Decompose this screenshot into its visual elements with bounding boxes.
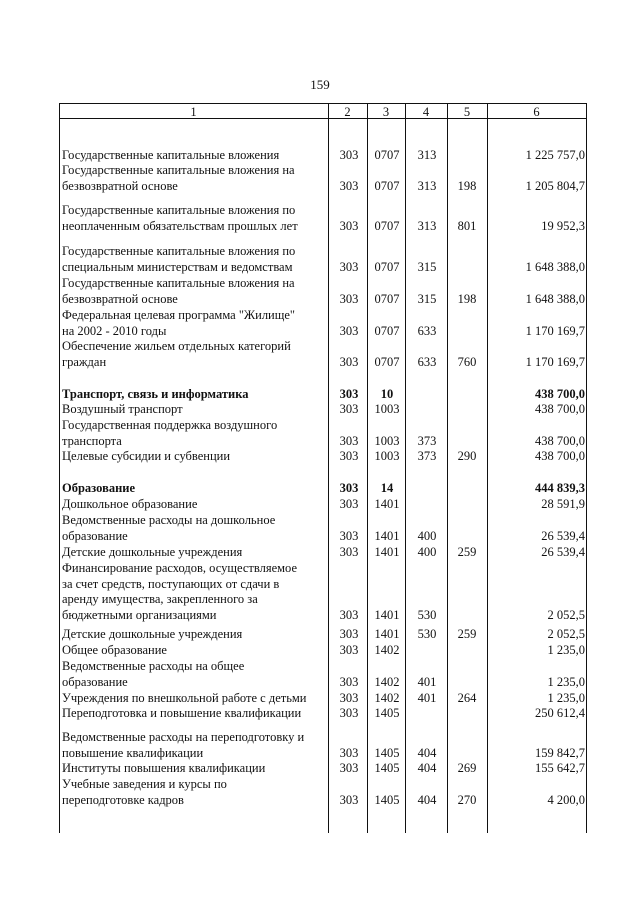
table-row	[59, 545, 587, 561]
table-row	[59, 339, 587, 370]
row-label-line: Образование	[62, 481, 136, 495]
code-chapter-cell: 303	[339, 706, 359, 720]
row-label	[62, 481, 326, 497]
row-label	[62, 513, 326, 544]
code-target-item-cell: 530	[417, 607, 437, 622]
row-label	[62, 163, 326, 194]
row-label-line: Переподготовка и повышение квалификации	[62, 706, 302, 720]
code-section-cell: 1405	[374, 745, 400, 760]
row-label	[62, 449, 326, 465]
budget-table	[59, 103, 587, 833]
row-label-line: Государственные капитальные вложения на	[62, 163, 295, 177]
code-section-cell: 0707	[374, 218, 400, 233]
table-row	[59, 643, 587, 659]
row-label-line: Ведомственные расходы на общее	[62, 659, 245, 673]
code-target-item-cell: 313	[417, 178, 437, 193]
row-label-line: Детские дошкольные учреждения	[62, 545, 243, 559]
row-label-line: Федеральная целевая программа "Жилище"	[62, 308, 296, 322]
code-section-cell: 1405	[374, 792, 400, 807]
table-row	[59, 497, 587, 513]
row-label-line: Институты повышения квалификации	[62, 761, 266, 775]
row-label	[62, 387, 326, 403]
table-row	[59, 276, 587, 307]
code-chapter-cell: 303	[339, 761, 359, 775]
row-label-line: безвозвратной основе	[62, 178, 178, 193]
row-label	[62, 561, 326, 623]
row-label-line: безвозвратной основе	[62, 291, 178, 306]
amount-cell: 438 700,0	[535, 449, 585, 463]
table-row	[59, 659, 587, 690]
code-section-cell: 0707	[374, 291, 400, 306]
amount-cell: 1 235,0	[547, 691, 585, 705]
code-target-item-cell: 633	[417, 354, 437, 369]
row-label-line: Финансирование расходов, осуществляемое	[62, 561, 297, 575]
code-chapter-cell: 303	[339, 643, 359, 657]
table-row	[59, 402, 587, 418]
row-label-line: на 2002 - 2010 годы	[62, 323, 167, 338]
table-top-border	[59, 103, 587, 104]
row-label-line: Детские дошкольные учреждения	[62, 627, 243, 641]
amount-cell: 1 235,0	[547, 674, 585, 689]
amount-cell: 438 700,0	[535, 433, 585, 448]
code-target-item-cell: 404	[417, 792, 437, 807]
code-target-item-cell: 315	[417, 259, 437, 274]
code-section-cell: 1402	[374, 643, 400, 657]
code-expense-type-cell: 270	[457, 792, 477, 807]
amount-cell: 19 952,3	[541, 218, 585, 233]
code-chapter-cell: 303	[339, 354, 359, 369]
code-chapter-cell: 303	[339, 545, 359, 559]
table-row	[59, 387, 587, 403]
table-row	[59, 203, 587, 234]
code-chapter-cell: 303	[339, 387, 359, 401]
amount-cell: 159 842,7	[535, 745, 585, 760]
amount-cell: 1 225 757,0	[525, 148, 585, 162]
code-target-item-cell: 401	[417, 674, 437, 689]
code-target-item-cell: 401	[417, 691, 437, 705]
row-label	[62, 761, 326, 777]
row-label-line: повышение квалификации	[62, 745, 204, 760]
row-label-line: Транспорт, связь и информатика	[62, 387, 249, 401]
code-section-cell: 1402	[374, 691, 400, 705]
row-label-line: Воздушный транспорт	[62, 402, 183, 416]
table-row	[59, 244, 587, 275]
row-label-line: неоплаченным обязательствам прошлых лет	[62, 218, 298, 233]
amount-cell: 28 591,9	[541, 497, 585, 511]
row-label-line: Ведомственные расходы на дошкольное	[62, 513, 276, 527]
row-label	[62, 203, 326, 234]
code-section-cell: 0707	[374, 148, 400, 162]
amount-cell: 438 700,0	[535, 387, 585, 401]
row-label	[62, 706, 326, 722]
row-label-line: бюджетными организациями	[62, 607, 217, 622]
table-row	[59, 481, 587, 497]
row-label-line: образование	[62, 674, 128, 689]
code-expense-type-cell: 198	[457, 178, 477, 193]
code-expense-type-cell: 259	[457, 627, 477, 641]
code-chapter-cell: 303	[339, 497, 359, 511]
code-target-item-cell: 633	[417, 323, 437, 338]
code-target-item-cell: 530	[417, 627, 437, 641]
row-label	[62, 497, 326, 513]
row-label	[62, 402, 326, 418]
row-label	[62, 643, 326, 659]
code-section-cell: 14	[380, 481, 394, 495]
row-label-line: переподготовке кадров	[62, 792, 184, 807]
amount-cell: 438 700,0	[535, 402, 585, 416]
code-chapter-cell: 303	[339, 433, 359, 448]
code-target-item-cell: 313	[417, 148, 437, 162]
amount-cell: 2 052,5	[547, 607, 585, 622]
amount-cell: 1 235,0	[547, 643, 585, 657]
code-chapter-cell: 303	[339, 528, 359, 543]
code-target-item-cell: 404	[417, 761, 437, 775]
code-chapter-cell: 303	[339, 402, 359, 416]
row-label	[62, 418, 326, 449]
code-section-cell: 1003	[374, 449, 400, 463]
row-label	[62, 148, 326, 164]
code-chapter-cell: 303	[339, 259, 359, 274]
table-row	[59, 691, 587, 707]
row-label	[62, 339, 326, 370]
row-label-line: Государственная поддержка воздушного	[62, 418, 278, 432]
code-section-cell: 1401	[374, 528, 400, 543]
code-target-item-cell: 404	[417, 745, 437, 760]
code-section-cell: 0707	[374, 259, 400, 274]
code-expense-type-cell: 760	[457, 354, 477, 369]
row-label-line: граждан	[62, 354, 107, 369]
row-label	[62, 308, 326, 339]
amount-cell: 250 612,4	[535, 706, 585, 720]
code-expense-type-cell: 801	[457, 218, 477, 233]
code-expense-type-cell: 259	[457, 545, 477, 559]
code-target-item-cell: 400	[417, 545, 437, 559]
table-row	[59, 730, 587, 761]
code-target-item-cell: 373	[417, 449, 437, 463]
table-row	[59, 706, 587, 722]
code-section-cell: 1402	[374, 674, 400, 689]
amount-cell: 26 539,4	[541, 545, 585, 559]
code-section-cell: 10	[380, 387, 394, 401]
code-chapter-cell: 303	[339, 148, 359, 162]
table-row	[59, 561, 587, 623]
code-chapter-cell: 303	[339, 178, 359, 193]
code-chapter-cell: 303	[339, 691, 359, 705]
code-target-item-cell: 373	[417, 433, 437, 448]
row-label-line: Государственные капитальные вложения	[62, 148, 280, 162]
table-row	[59, 761, 587, 777]
row-label-line: аренду имущества, закрепленного за	[62, 592, 258, 606]
amount-cell: 155 642,7	[535, 761, 585, 775]
amount-cell: 444 839,3	[535, 481, 585, 495]
row-label-line: Государственные капитальные вложения на	[62, 276, 295, 290]
row-label	[62, 777, 326, 808]
row-label	[62, 659, 326, 690]
row-label-line: Общее образование	[62, 643, 167, 657]
header-cell-5: 5	[463, 105, 471, 119]
header-cell-3: 3	[382, 105, 390, 119]
table-row	[59, 163, 587, 194]
code-chapter-cell: 303	[339, 449, 359, 463]
amount-cell: 26 539,4	[541, 528, 585, 543]
amount-cell: 1 648 388,0	[525, 259, 585, 274]
row-label	[62, 244, 326, 275]
row-label-line: транспорта	[62, 433, 122, 448]
table-row	[59, 308, 587, 339]
code-target-item-cell: 400	[417, 528, 437, 543]
header-cell-1: 1	[190, 105, 197, 119]
code-chapter-cell: 303	[339, 291, 359, 306]
table-row	[59, 418, 587, 449]
code-chapter-cell: 303	[339, 745, 359, 760]
row-label-line: специальным министерствам и ведомствам	[62, 259, 293, 274]
code-section-cell: 0707	[374, 323, 400, 338]
amount-cell: 1 170 169,7	[525, 354, 585, 369]
row-label-line: Учебные заведения и курсы по	[62, 777, 227, 791]
row-label-line: Ведомственные расходы на переподготовку и	[62, 730, 305, 744]
code-expense-type-cell: 269	[457, 761, 477, 775]
row-label-line: Целевые субсидии и субвенции	[62, 449, 231, 463]
row-label-line: образование	[62, 528, 128, 543]
header-cell-6: 6	[533, 105, 540, 119]
table-row	[59, 627, 587, 643]
code-chapter-cell: 303	[339, 627, 359, 641]
header-cell-4: 4	[422, 105, 430, 119]
code-expense-type-cell: 264	[457, 691, 477, 705]
amount-cell: 4 200,0	[547, 792, 585, 807]
table-row	[59, 148, 587, 164]
header-cell-2: 2	[344, 105, 351, 119]
amount-cell: 1 205 804,7	[525, 178, 585, 193]
table-row	[59, 777, 587, 808]
code-chapter-cell: 303	[339, 792, 359, 807]
row-label	[62, 545, 326, 561]
row-label	[62, 627, 326, 643]
row-label	[62, 730, 326, 761]
code-chapter-cell: 303	[339, 481, 359, 495]
code-expense-type-cell: 290	[457, 449, 477, 463]
page-number: 159	[310, 77, 330, 92]
row-label-line: Учреждения по внешкольной работе с детьми	[62, 691, 307, 705]
code-section-cell: 1003	[374, 402, 400, 416]
amount-cell: 1 170 169,7	[525, 323, 585, 338]
row-label	[62, 691, 326, 707]
code-expense-type-cell: 198	[457, 291, 477, 306]
row-label-line: Обеспечение жильем отдельных категорий	[62, 339, 291, 353]
code-section-cell: 1401	[374, 627, 400, 641]
row-label-line: за счет средств, поступающих от сдачи в	[62, 576, 280, 591]
code-section-cell: 1401	[374, 545, 400, 559]
table-row	[59, 513, 587, 544]
code-chapter-cell: 303	[339, 218, 359, 233]
code-section-cell: 1405	[374, 761, 400, 775]
code-section-cell: 0707	[374, 178, 400, 193]
code-target-item-cell: 313	[417, 218, 437, 233]
row-label-line: Дошкольное образование	[62, 497, 198, 511]
amount-cell: 1 648 388,0	[525, 291, 585, 306]
code-section-cell: 1405	[374, 706, 400, 720]
code-target-item-cell: 315	[417, 291, 437, 306]
code-chapter-cell: 303	[339, 674, 359, 689]
code-section-cell: 1003	[374, 433, 400, 448]
table-row	[59, 449, 587, 465]
code-chapter-cell: 303	[339, 607, 359, 622]
row-label-line: Государственные капитальные вложения по	[62, 203, 296, 217]
code-section-cell: 0707	[374, 354, 400, 369]
amount-cell: 2 052,5	[547, 627, 585, 641]
row-label	[62, 276, 326, 307]
code-section-cell: 1401	[374, 497, 400, 511]
code-chapter-cell: 303	[339, 323, 359, 338]
code-section-cell: 1401	[374, 607, 400, 622]
row-label-line: Государственные капитальные вложения по	[62, 244, 296, 258]
